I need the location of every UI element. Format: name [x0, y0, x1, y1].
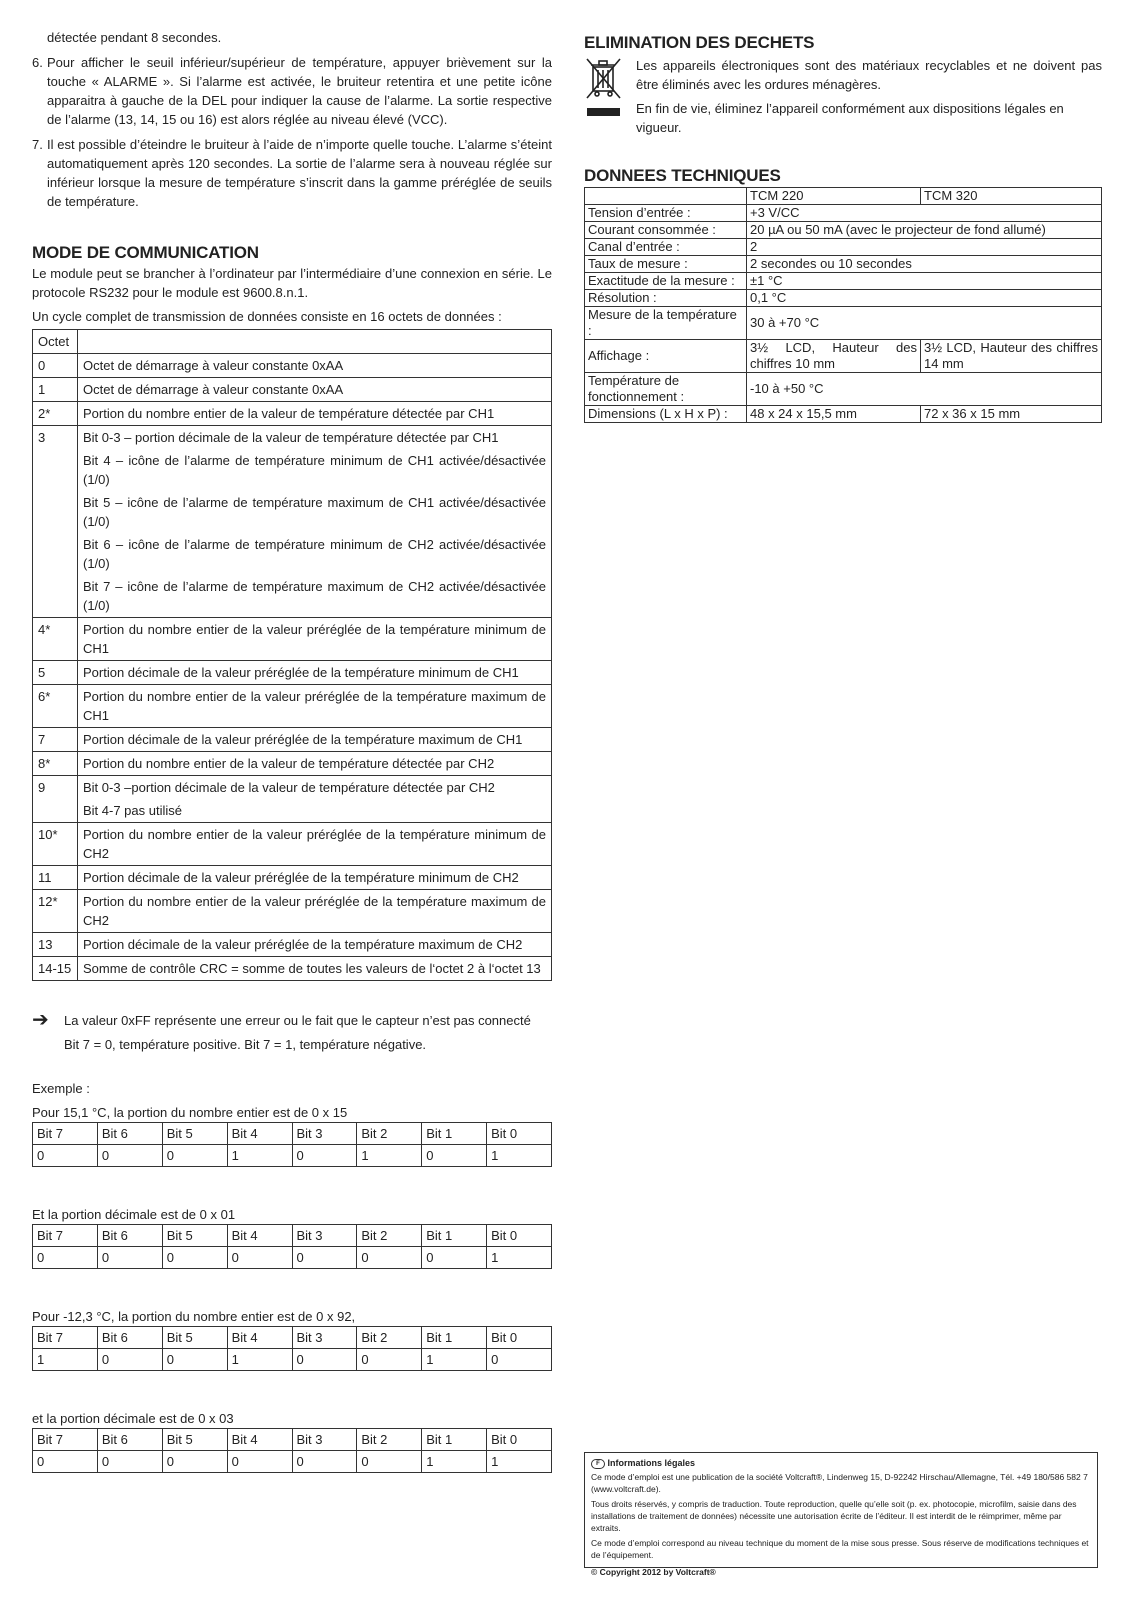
- description-line: Bit 6 – icône de l’alarme de température minimum de CH2 activée/désactivée (1/0): [83, 537, 546, 571]
- octet-description: [78, 354, 552, 378]
- bit-header: Bit 3: [292, 1123, 357, 1145]
- bit-value: 0: [162, 1349, 227, 1371]
- tech-value-tcm220: 3½ LCD, Hauteur des chiffres 10 mm: [747, 340, 921, 373]
- bit-value: 0: [357, 1451, 422, 1473]
- bit-value: 1: [487, 1451, 552, 1473]
- mode-paragraph-2: Un cycle complet de transmission de données consiste en 16 octets de données :: [32, 309, 502, 324]
- bit-value: 0: [33, 1145, 98, 1167]
- bit-value-row: [33, 1451, 552, 1473]
- bit-value: 0: [162, 1451, 227, 1473]
- bit-value: 0: [227, 1451, 292, 1473]
- tech-label: Taux de mesure :: [585, 256, 747, 273]
- tech-label: Exactitude de la mesure :: [585, 273, 747, 290]
- tech-label: Tension d’entrée :: [585, 205, 747, 222]
- list-item-7: [32, 135, 552, 211]
- intro-line: détectée pendant 8 secondes.: [47, 30, 222, 45]
- example-label: Exemple :: [32, 1081, 90, 1096]
- bit-header: Bit 3: [292, 1327, 357, 1349]
- tech-row: [585, 222, 1102, 239]
- description-header: [78, 330, 552, 354]
- description-line: Portion décimale de la valeur préréglée de la température maximum de CH2: [83, 937, 523, 952]
- note-line-2: Bit 7 = 0, température positive. Bit 7 = 1, température négative.: [64, 1037, 427, 1052]
- bit-value: 1: [357, 1145, 422, 1167]
- bit-header: Bit 1: [422, 1327, 487, 1349]
- bit-header: Bit 0: [487, 1123, 552, 1145]
- octet-number: 6*: [33, 685, 78, 728]
- example-caption: Pour -12,3 °C, la portion du nombre entier est de 0 x 92,: [32, 1309, 356, 1324]
- octet-table: [32, 329, 552, 981]
- item-text: Pour afficher le seuil inférieur/supérieur de température, appuyer brièvement sur la touche « ALARME ». Si l’alarme est activée, le bruiteur retentira et une petite icône apparaitra à gauche de la DEL pour indiquer la cause de l’alarme. La sortie respective de l’alarme (13, 14, 15 ou 16) est alors réglée au niveau élevé (VCC).: [47, 55, 552, 127]
- bit-header: Bit 6: [97, 1327, 162, 1349]
- note: [32, 1009, 552, 1057]
- octet-number: 4*: [33, 618, 78, 661]
- example-caption: et la portion décimale est de 0 x 03: [32, 1411, 234, 1426]
- octet-description: [78, 402, 552, 426]
- example-caption: Et la portion décimale est de 0 x 01: [32, 1207, 236, 1222]
- bit-value: 0: [97, 1451, 162, 1473]
- bit-value: 1: [227, 1349, 292, 1371]
- waste-heading: ELIMINATION DES DECHETS: [584, 33, 815, 52]
- legal-box: [584, 1452, 1098, 1577]
- description-line: Portion décimale de la valeur préréglée de la température maximum de CH1: [83, 732, 523, 747]
- tech-row-dimensions: [585, 406, 1102, 423]
- description-line: Octet de démarrage à valeur constante 0xAA: [83, 382, 344, 397]
- bit-value: 1: [487, 1145, 552, 1167]
- octet-description: [78, 823, 552, 866]
- tech-label: Température de fonctionnement :: [585, 373, 747, 406]
- bit-value-row: [33, 1145, 552, 1167]
- description-line: Bit 0-3 – portion décimale de la valeur de température détectée par CH1: [83, 430, 499, 445]
- octet-description: [78, 957, 552, 981]
- octet-description: [78, 776, 552, 823]
- tech-label: Mesure de la température :: [585, 307, 747, 340]
- bit-header: Bit 1: [422, 1429, 487, 1451]
- bit-header: Bit 2: [357, 1429, 422, 1451]
- copyright: © Copyright 2012 by Voltcraft®: [591, 1567, 716, 1577]
- bit-header: Bit 1: [422, 1225, 487, 1247]
- octet-description: [78, 866, 552, 890]
- description-line: Bit 5 – icône de l’alarme de température maximum de CH1 activée/désactivée (1/0): [83, 495, 546, 529]
- bit-header-row: [33, 1429, 552, 1451]
- bit-header: Bit 3: [292, 1225, 357, 1247]
- description-line: Portion du nombre entier de la valeur de température détectée par CH1: [83, 406, 495, 421]
- tech-value: 2 secondes ou 10 secondes: [747, 256, 1102, 273]
- tech-value-tcm320: 72 x 36 x 15 mm: [921, 406, 1102, 423]
- description-line: Bit 7 – icône de l’alarme de température maximum de CH2 activée/désactivée (1/0): [83, 579, 546, 613]
- description-line: Octet de démarrage à valeur constante 0xAA: [83, 358, 344, 373]
- bit-value: 0: [487, 1349, 552, 1371]
- octet-number: 3: [33, 426, 78, 618]
- bit-header: Bit 5: [162, 1123, 227, 1145]
- table-row: [33, 776, 552, 823]
- table-row: [33, 378, 552, 402]
- table-row: [33, 402, 552, 426]
- tech-header-row: [585, 188, 1102, 205]
- mode-heading: MODE DE COMMUNICATION: [32, 243, 259, 262]
- tech-table: [584, 187, 1102, 423]
- example-caption: Pour 15,1 °C, la portion du nombre entier est de 0 x 15: [32, 1105, 348, 1120]
- model-tcm220: TCM 220: [747, 188, 921, 205]
- table-row: [33, 354, 552, 378]
- tech-row-affichage: [585, 340, 1102, 373]
- description-line: Portion du nombre entier de la valeur de température détectée par CH2: [83, 756, 495, 771]
- tech-label: Courant consommée :: [585, 222, 747, 239]
- tech-value: 30 à +70 °C: [747, 307, 1102, 340]
- item-text: Il est possible d’éteindre le bruiteur à l’aide de n’importe quelle touche. L’alarme s’éteint automatiquement après 120 secondes. La sortie de l’alarme sera à nouveau réglée sur inférieur lorsque la mesure de température s’inscrit dans la gamme préréglée de seuils de température.: [47, 137, 552, 209]
- table-row: [33, 933, 552, 957]
- table-row: [33, 866, 552, 890]
- bit-value: 0: [97, 1247, 162, 1269]
- tech-value-tcm320: 3½ LCD, Hauteur des chiffres 14 mm: [921, 340, 1102, 373]
- tech-label: Canal d’entrée :: [585, 239, 747, 256]
- bit-header-row: [33, 1123, 552, 1145]
- waste-paragraph-2: En fin de vie, éliminez l’appareil conformément aux dispositions légales en vigueur.: [636, 101, 1064, 135]
- bit-header: Bit 7: [33, 1123, 98, 1145]
- octet-description: [78, 426, 552, 618]
- bit-value: 1: [422, 1451, 487, 1473]
- octet-number: 5: [33, 661, 78, 685]
- octet-description: [78, 661, 552, 685]
- description-line: Somme de contrôle CRC = somme de toutes les valeurs de l‘octet 2 à l‘octet 13: [83, 961, 541, 976]
- octet-number: 8*: [33, 752, 78, 776]
- bit-value: 0: [227, 1247, 292, 1269]
- octet-number: 1: [33, 378, 78, 402]
- bit-value: 0: [292, 1145, 357, 1167]
- octet-number: 12*: [33, 890, 78, 933]
- tech-value: ±1 °C: [747, 273, 1102, 290]
- tech-row: [585, 256, 1102, 273]
- bit-header: Bit 6: [97, 1225, 162, 1247]
- octet-header: Octet: [33, 330, 78, 354]
- item-number: 7.: [32, 137, 43, 152]
- tech-label: Affichage :: [585, 340, 747, 373]
- bit-header: Bit 0: [487, 1327, 552, 1349]
- bit-value-row: [33, 1247, 552, 1269]
- bit-value: 1: [33, 1349, 98, 1371]
- tech-row: [585, 290, 1102, 307]
- list-item-6: [32, 53, 552, 129]
- table-row: [33, 728, 552, 752]
- waste-section: [584, 56, 1102, 137]
- bit-value: 0: [357, 1349, 422, 1371]
- arrow-right-icon: ➔: [32, 1009, 49, 1031]
- bit-header: Bit 5: [162, 1429, 227, 1451]
- octet-description: [78, 728, 552, 752]
- description-line: Portion du nombre entier de la valeur préréglée de la température minimum de CH2: [83, 827, 546, 861]
- item-number: 6.: [32, 55, 43, 70]
- legal-p3: Ce mode d’emploi correspond au niveau technique du moment de la mise sous presse. Sous réserve de modifications techniques et de l’équipement.: [591, 1538, 1089, 1560]
- tech-value: 0,1 °C: [747, 290, 1102, 307]
- bit-value: 0: [292, 1349, 357, 1371]
- bit-header: Bit 6: [97, 1429, 162, 1451]
- octet-description: [78, 752, 552, 776]
- description-line: Bit 4 – icône de l’alarme de température minimum de CH1 activée/désactivée (1/0): [83, 453, 546, 487]
- bit-value-row: [33, 1349, 552, 1371]
- examples: [32, 1103, 552, 1473]
- table-row: [33, 661, 552, 685]
- legal-title-line: [591, 1457, 1091, 1469]
- bit-header: Bit 2: [357, 1123, 422, 1145]
- octet-description: [78, 685, 552, 728]
- octet-number: 14-15: [33, 957, 78, 981]
- mode-paragraph-1: Le module peut se brancher à l’ordinateur par l’intermédiaire d’une connexion en série. Le protocole RS232 pour le module est 9600.8.n.1.: [32, 266, 552, 300]
- bit-header: Bit 4: [227, 1327, 292, 1349]
- table-row: [33, 426, 552, 618]
- tech-value-tcm220: 48 x 24 x 15,5 mm: [747, 406, 921, 423]
- octet-description: [78, 933, 552, 957]
- bit-header: Bit 5: [162, 1327, 227, 1349]
- octet-number: 11: [33, 866, 78, 890]
- octet-number: 13: [33, 933, 78, 957]
- bit-value: 0: [357, 1247, 422, 1269]
- tech-label: Résolution :: [585, 290, 747, 307]
- octet-description: [78, 378, 552, 402]
- description-line: Portion du nombre entier de la valeur préréglée de la température maximum de CH1: [83, 689, 546, 723]
- tech-row: [585, 307, 1102, 340]
- note-line-1: La valeur 0xFF représente une erreur ou le fait que le capteur n’est pas connecté: [64, 1013, 531, 1028]
- bit-value: 0: [422, 1247, 487, 1269]
- table-row: [33, 823, 552, 866]
- table-row: [33, 957, 552, 981]
- bit-header: Bit 2: [357, 1327, 422, 1349]
- bit-header: Bit 4: [227, 1429, 292, 1451]
- bit-value: 0: [422, 1145, 487, 1167]
- description-line: Portion du nombre entier de la valeur préréglée de la température minimum de CH1: [83, 622, 546, 656]
- model-tcm320: TCM 320: [921, 188, 1102, 205]
- octet-number: 7: [33, 728, 78, 752]
- description-line: Portion décimale de la valeur préréglée de la température minimum de CH2: [83, 870, 519, 885]
- waste-paragraph-1: Les appareils électroniques sont des matériaux recyclables et ne doivent pas être éliminés avec les ordures ménagères.: [636, 58, 1102, 92]
- legal-title: Informations légales: [607, 1458, 696, 1468]
- tech-value: 20 µA ou 50 mA (avec le projecteur de fond allumé): [747, 222, 1102, 239]
- bit-value: 0: [162, 1145, 227, 1167]
- legal-p2: Tous droits réservés, y compris de traduction. Toute reproduction, quelle qu’elle soit (p. ex. photocopie, microfilm, saisie dans des installations de traitement de données) nécessite une autorisation écrite de l’éditeur. Il est interdit de le réimprimer, même par extraits.: [591, 1499, 1077, 1533]
- tech-value: +3 V/CC: [747, 205, 1102, 222]
- bit-header: Bit 1: [422, 1123, 487, 1145]
- bit-value: 1: [227, 1145, 292, 1167]
- bit-value: 0: [33, 1451, 98, 1473]
- left-column: [32, 28, 552, 1473]
- bit-header: Bit 0: [487, 1225, 552, 1247]
- bit-value: 0: [292, 1247, 357, 1269]
- tech-heading: DONNEES TECHNIQUES: [584, 166, 781, 185]
- bit-header: Bit 4: [227, 1123, 292, 1145]
- bit-value: 1: [487, 1247, 552, 1269]
- crossed-bin-icon: [584, 56, 636, 137]
- tech-value: 2: [747, 239, 1102, 256]
- legal-p1: Ce mode d’emploi est une publication de la société Voltcraft®, Lindenweg 15, D-92242 Hirschau/Allemagne, Tél. +49 180/586 582 7 (www.voltcraft.de).: [591, 1472, 1088, 1494]
- bit-header-row: [33, 1225, 552, 1247]
- bit-value: 1: [422, 1349, 487, 1371]
- tech-row: [585, 205, 1102, 222]
- bit-value: 0: [292, 1451, 357, 1473]
- description-line: Portion du nombre entier de la valeur préréglée de la température maximum de CH2: [83, 894, 546, 928]
- table-header-row: [33, 330, 552, 354]
- tech-label: Dimensions (L x H x P) :: [585, 406, 747, 423]
- table-row: [33, 685, 552, 728]
- octet-number: 2*: [33, 402, 78, 426]
- table-row: [33, 618, 552, 661]
- bit-header: Bit 7: [33, 1429, 98, 1451]
- bit-table: [32, 1224, 552, 1269]
- bit-value: 0: [97, 1145, 162, 1167]
- bit-table: [32, 1122, 552, 1167]
- language-badge-icon: F: [591, 1459, 605, 1469]
- table-row: [33, 752, 552, 776]
- bit-header: Bit 7: [33, 1225, 98, 1247]
- tech-label: [585, 188, 747, 205]
- bit-header: Bit 7: [33, 1327, 98, 1349]
- bit-header: Bit 3: [292, 1429, 357, 1451]
- bit-header: Bit 6: [97, 1123, 162, 1145]
- tech-value: -10 à +50 °C: [747, 373, 1102, 406]
- octet-description: [78, 890, 552, 933]
- description-line: Bit 4-7 pas utilisé: [83, 803, 182, 818]
- octet-number: 9: [33, 776, 78, 823]
- bit-table: [32, 1428, 552, 1473]
- bit-header-row: [33, 1327, 552, 1349]
- octet-number: 10*: [33, 823, 78, 866]
- tech-row: [585, 273, 1102, 290]
- bit-header: Bit 0: [487, 1429, 552, 1451]
- bit-value: 0: [162, 1247, 227, 1269]
- tech-row: [585, 239, 1102, 256]
- description-line: Portion décimale de la valeur préréglée de la température minimum de CH1: [83, 665, 519, 680]
- tech-row-temperature: [585, 373, 1102, 406]
- octet-description: [78, 618, 552, 661]
- right-column: [584, 32, 1102, 423]
- octet-number: 0: [33, 354, 78, 378]
- bit-value: 0: [97, 1349, 162, 1371]
- bit-table: [32, 1326, 552, 1371]
- bit-header: Bit 4: [227, 1225, 292, 1247]
- bit-value: 0: [33, 1247, 98, 1269]
- description-line: Bit 0-3 –portion décimale de la valeur de température détectée par CH2: [83, 780, 495, 795]
- bit-header: Bit 5: [162, 1225, 227, 1247]
- table-row: [33, 890, 552, 933]
- bit-header: Bit 2: [357, 1225, 422, 1247]
